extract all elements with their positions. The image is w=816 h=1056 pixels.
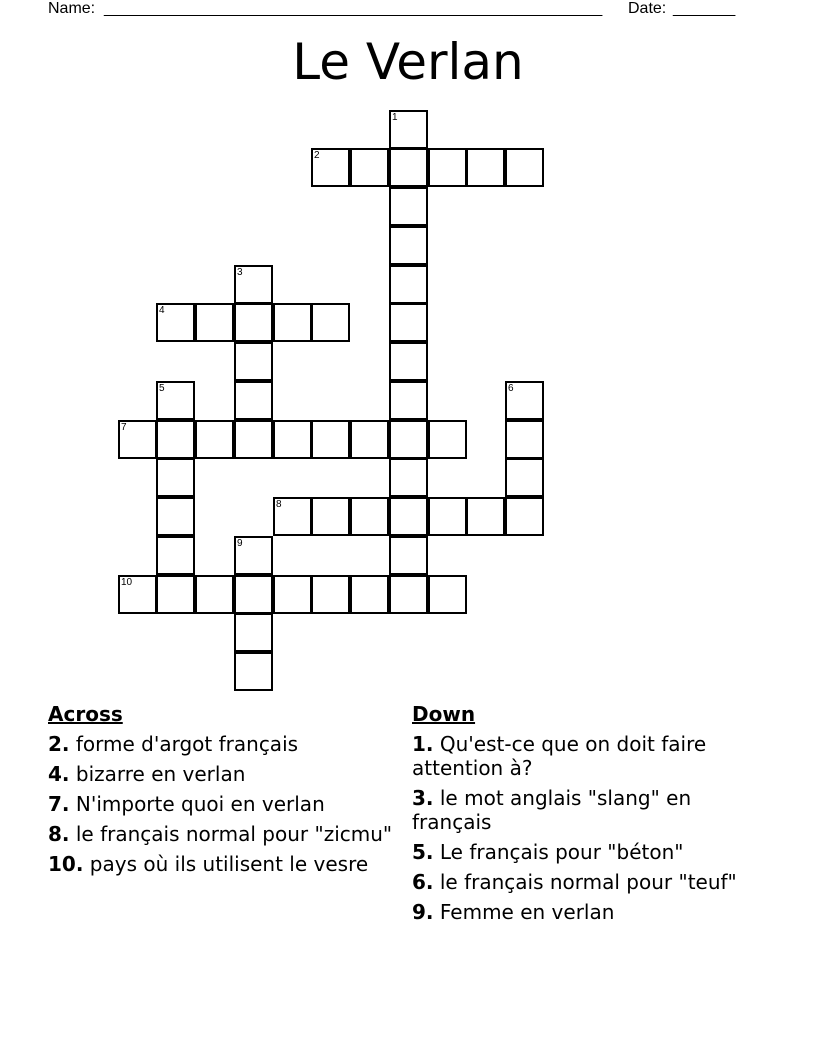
grid-cell[interactable] [389, 420, 428, 459]
grid-cell[interactable] [350, 148, 389, 187]
clue-number: 10. [48, 852, 84, 876]
name-label: Name: [48, 0, 96, 17]
clue-text: Qu'est-ce que on doit faire attention à? [412, 732, 707, 780]
grid-cell[interactable] [350, 420, 389, 459]
clue-text: pays où ils utilisent le vesre [89, 852, 369, 876]
grid-cell[interactable] [389, 110, 428, 149]
date-blank[interactable]: _______ [673, 0, 736, 17]
grid-cell[interactable] [389, 458, 428, 497]
grid-cell[interactable] [389, 265, 428, 304]
grid-cell[interactable] [428, 575, 467, 614]
grid-cell[interactable] [311, 148, 350, 187]
page-title: Le Verlan [292, 33, 524, 91]
clue-text: Femme en verlan [439, 900, 615, 924]
grid-cell[interactable] [234, 652, 273, 691]
grid-cell[interactable] [428, 148, 467, 187]
cell-number: 1 [392, 112, 398, 123]
grid-cell[interactable] [273, 575, 312, 614]
clue-across-7 [48, 792, 408, 816]
cell-number: 5 [159, 383, 165, 394]
cell-number: 3 [237, 267, 243, 278]
grid-cell[interactable] [195, 575, 234, 614]
grid-cell[interactable] [389, 575, 428, 614]
grid-cell[interactable] [156, 381, 195, 420]
cell-number: 4 [159, 305, 165, 316]
grid-cell[interactable] [234, 381, 273, 420]
across-clues [48, 702, 408, 882]
grid-cell[interactable] [156, 303, 195, 342]
grid-cell[interactable] [505, 420, 544, 459]
date-label: Date: [628, 0, 667, 17]
grid-cell[interactable] [311, 303, 350, 342]
clue-text: bizarre en verlan [75, 762, 246, 786]
clue-across-2 [48, 732, 408, 756]
clue-text: le français normal pour "zicmu" [75, 822, 393, 846]
grid-cell[interactable] [273, 420, 312, 459]
clue-down-9 [412, 900, 762, 924]
grid-cell[interactable] [156, 420, 195, 459]
grid-cell[interactable] [466, 148, 505, 187]
grid-cell[interactable] [428, 497, 467, 536]
grid-cell[interactable] [428, 420, 467, 459]
clue-down-1 [412, 732, 762, 780]
cell-number: 9 [237, 538, 243, 549]
clue-text: le français normal pour "teuf" [439, 870, 737, 894]
down-heading: Down [412, 702, 476, 726]
clue-number: 5. [412, 840, 434, 864]
cell-number: 2 [314, 150, 320, 161]
grid-cell[interactable] [389, 381, 428, 420]
grid-cell[interactable] [234, 265, 273, 304]
grid-cell[interactable] [389, 187, 428, 226]
grid-cell[interactable] [118, 420, 157, 459]
grid-cell[interactable] [195, 420, 234, 459]
clue-number: 2. [48, 732, 70, 756]
clue-text: N'importe quoi en verlan [75, 792, 325, 816]
clue-number: 8. [48, 822, 70, 846]
cell-number: 10 [121, 577, 133, 588]
cell-number: 8 [276, 499, 282, 510]
clue-text: Le français pour "béton" [439, 840, 684, 864]
grid-cell[interactable] [156, 458, 195, 497]
grid-cell[interactable] [505, 148, 544, 187]
clue-text: forme d'argot français [75, 732, 299, 756]
grid-cell[interactable] [505, 497, 544, 536]
grid-cell[interactable] [389, 342, 428, 381]
clue-across-10 [48, 852, 408, 876]
cell-number: 7 [121, 422, 127, 433]
grid-cell[interactable] [156, 497, 195, 536]
clue-down-3 [412, 786, 762, 834]
clue-number: 7. [48, 792, 70, 816]
grid-cell[interactable] [234, 536, 273, 575]
clue-text: le mot anglais "slang" en français [412, 786, 692, 834]
grid-cell[interactable] [234, 342, 273, 381]
grid-cell[interactable] [389, 303, 428, 342]
clue-number: 4. [48, 762, 70, 786]
grid-cell[interactable] [273, 497, 312, 536]
grid-cell[interactable] [389, 536, 428, 575]
clue-down-6 [412, 870, 762, 894]
cell-number: 6 [508, 383, 514, 394]
name-blank[interactable]: ________________________________________________________ [104, 0, 603, 17]
clue-number: 9. [412, 900, 434, 924]
grid-cell[interactable] [195, 303, 234, 342]
grid-cell[interactable] [311, 575, 350, 614]
down-clues [412, 702, 762, 930]
grid-cell[interactable] [505, 458, 544, 497]
grid-cell[interactable] [234, 575, 273, 614]
grid-cell[interactable] [389, 226, 428, 265]
grid-cell[interactable] [234, 613, 273, 652]
across-heading: Across [48, 702, 123, 726]
clue-across-4 [48, 762, 408, 786]
grid-cell[interactable] [350, 497, 389, 536]
grid-cell[interactable] [156, 575, 195, 614]
clue-number: 6. [412, 870, 434, 894]
grid-cell[interactable] [273, 303, 312, 342]
grid-cell[interactable] [505, 381, 544, 420]
grid-cell[interactable] [466, 497, 505, 536]
grid-cell[interactable] [118, 575, 157, 614]
grid-cell[interactable] [234, 420, 273, 459]
clue-number: 3. [412, 786, 434, 810]
grid-cell[interactable] [234, 303, 273, 342]
grid-cell[interactable] [311, 497, 350, 536]
grid-cell[interactable] [350, 575, 389, 614]
clue-down-5 [412, 840, 762, 864]
grid-cell[interactable] [311, 420, 350, 459]
grid-cell[interactable] [389, 497, 428, 536]
clue-across-8 [48, 822, 408, 846]
grid-cell[interactable] [389, 148, 428, 187]
clue-number: 1. [412, 732, 434, 756]
grid-cell[interactable] [156, 536, 195, 575]
